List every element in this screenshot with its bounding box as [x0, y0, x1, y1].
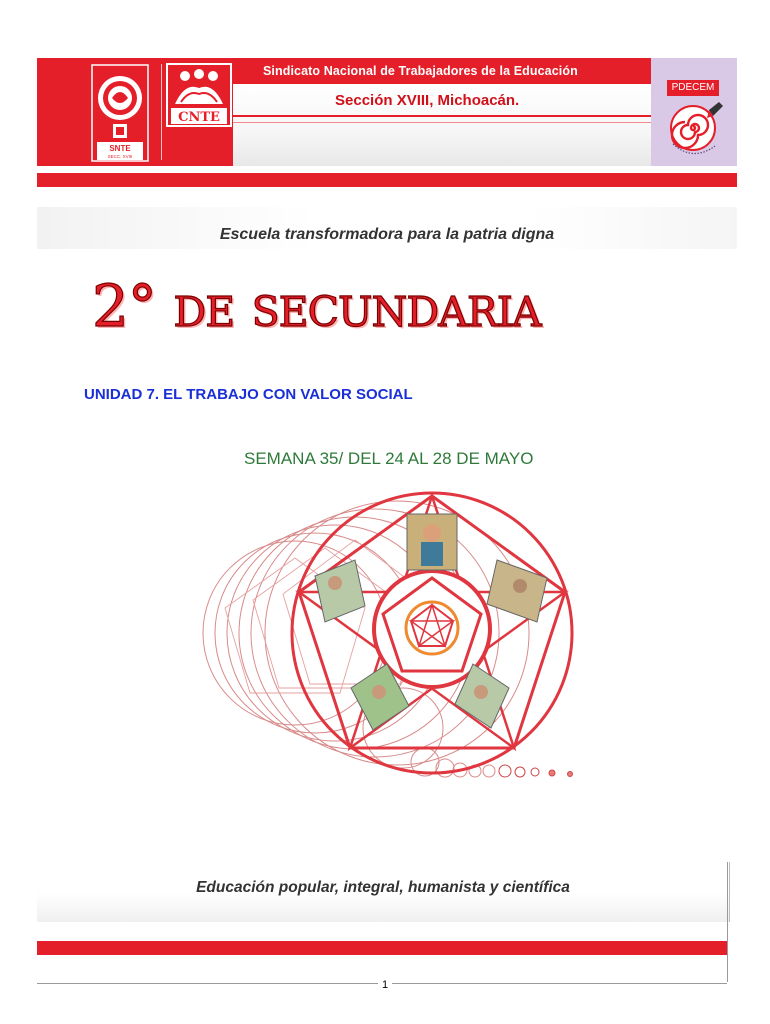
- union-name: Sindicato Nacional de Trabajadores de la Educación: [263, 64, 578, 78]
- pentagon-emblem-illustration: [175, 478, 595, 800]
- week-title: SEMANA 35/ DEL 24 AL 28 DE MAYO: [244, 449, 534, 468]
- header-rule: [233, 115, 651, 117]
- snte-logo-text: SNTE: [109, 144, 131, 153]
- cnte-logo-text: CNTE: [178, 110, 220, 125]
- pdecem-spiral-icon: [665, 100, 725, 162]
- footer-right-rule: [727, 862, 728, 982]
- bottom-red-bar: [37, 941, 727, 955]
- page-number: 1: [378, 979, 392, 991]
- document-header: [37, 58, 737, 166]
- pdecem-label: PDECEM: [667, 80, 719, 96]
- snte-logo-icon: [91, 64, 149, 162]
- footer-motto: Educación popular, integral, humanista y científica: [196, 879, 570, 896]
- logo-divider: [161, 64, 162, 160]
- slogan: Escuela transformadora para la patria digna: [219, 226, 555, 243]
- top-red-bar: [37, 173, 737, 187]
- cnte-logo-icon: [165, 62, 233, 128]
- grade-title: 2° de secundaria: [92, 272, 541, 340]
- section-name: Sección XVIII, Michoacán.: [335, 92, 520, 109]
- snte-logo-subtext: SECC. XVIII: [107, 154, 133, 159]
- unit-title: UNIDAD 7. EL TRABAJO CON VALOR SOCIAL: [84, 386, 413, 403]
- header-rule-thin: [233, 122, 651, 123]
